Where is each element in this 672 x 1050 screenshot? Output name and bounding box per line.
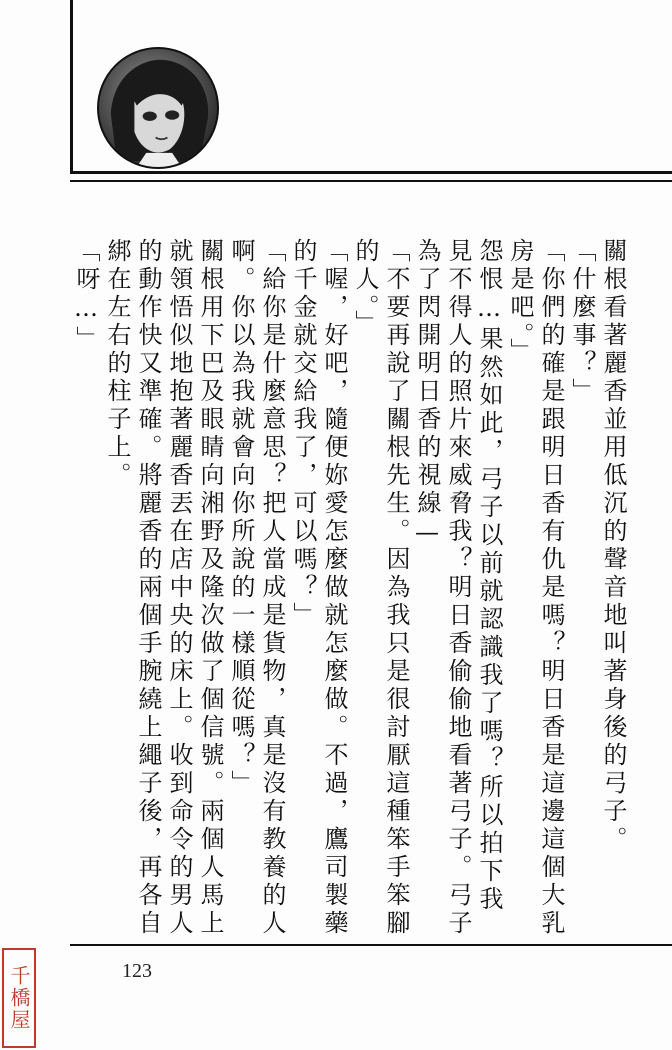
paragraph: 「喔，好吧，隨便妳愛怎麼做就怎麼做。不過，鷹司製藥的千金就交給我了，可以嗎？」 [289, 238, 348, 938]
paragraph: 「你們的確是跟明日香有仇是嗎？明日香是這邊這個大乳房是吧。」 [506, 238, 565, 938]
paragraph: 關根用下巴及眼睛向湘野及隆次做了個信號。兩個人馬上就領悟似地抱著麗香丟在店中央的床上。收到命令的男人的動作快又準確。將麗香的兩個手腕繞上繩子後，再各自綁在左右的柱子上。 [103, 238, 224, 938]
page-number: 123 [122, 960, 152, 982]
paragraph: 「呀…」 [72, 238, 100, 354]
portrait-illustration [99, 49, 217, 167]
paragraph: 關根看著麗香並用低沉的聲音地叫著身後的弓子。 [599, 238, 627, 854]
paragraph: 「給你是什麼意思？把人當成是貨物，真是沒有教養的人啊。你以為我就會向你所說的一樣順從嗎？」 [227, 238, 286, 938]
footer-divider [70, 944, 672, 946]
header-divider [70, 180, 672, 182]
paragraph: 「什麼事？」 [568, 238, 596, 406]
paragraph: 「不要再說了關根先生。因為我只是很討厭這種笨手笨腳的人。」 [351, 238, 410, 938]
character-portrait [97, 47, 219, 169]
vertical-body-text [72, 238, 628, 938]
paragraph: 怨恨…果然如此，弓子以前就認識我了嗎？所以拍下我見不得人的照片來威脅我？明日香偷偷地看著弓子。弓子為了閃開明日香的視線— [413, 238, 503, 938]
publisher-stamp-logo: 千橋屋 [2, 948, 36, 1048]
